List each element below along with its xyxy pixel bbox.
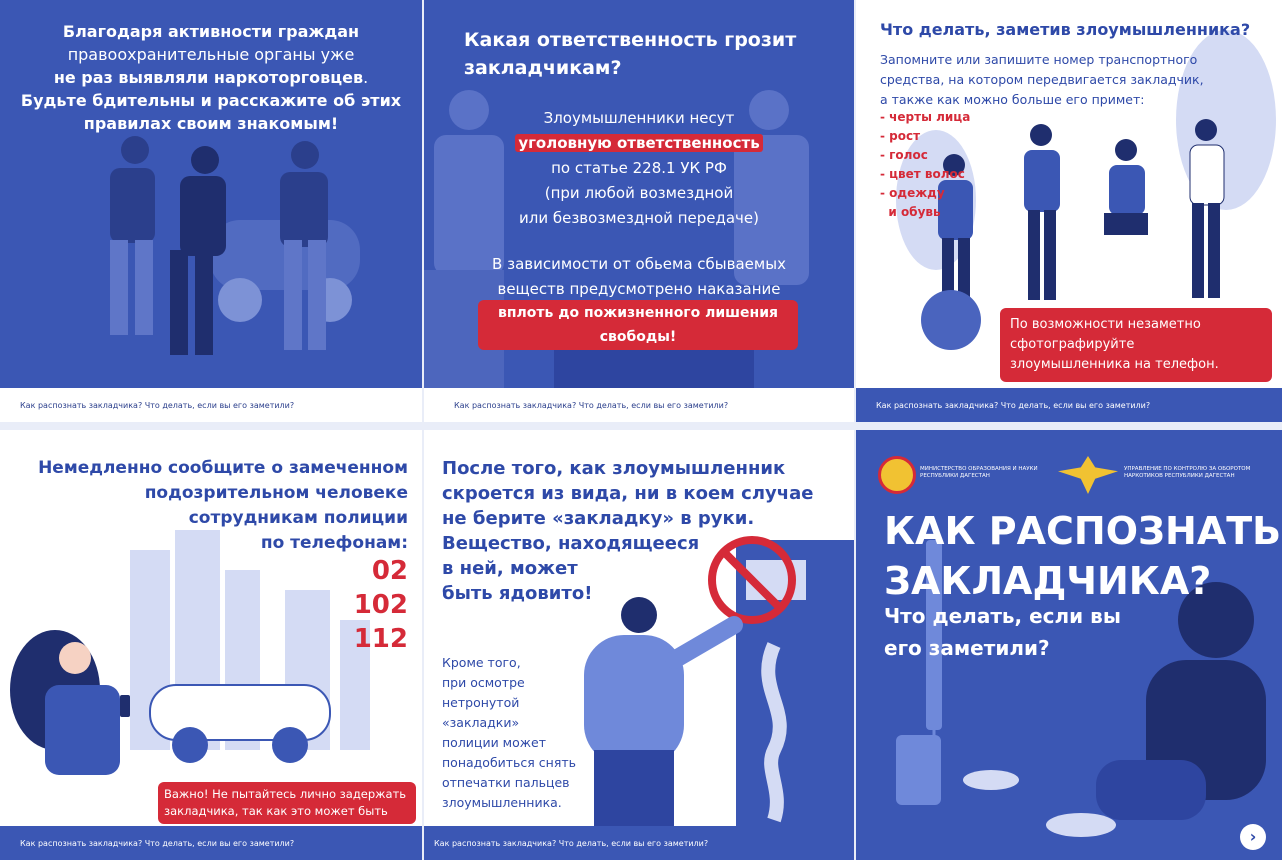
p2-p1-line5: или безвозмездной передаче) <box>519 209 759 227</box>
p2-p1-line4: (при любой возмездной <box>544 184 734 202</box>
p4-box-line1: Важно! Не пытайтесь лично задержать <box>164 787 407 801</box>
p3-intro-line2: средства, на котором передвигается закладчик, <box>880 72 1204 87</box>
slide-1-footer: Как распознать закладчика? Что делать, если вы его заметили? <box>0 388 422 422</box>
logo2-line1: УПРАВЛЕНИЕ ПО КОНТРОЛЮ ЗА ОБОРОТОМ <box>1124 466 1251 472</box>
slide-3 <box>856 0 1282 422</box>
p4-heading-line4: по телефонам: <box>260 533 408 553</box>
p3-photo-tip-box <box>1000 308 1272 382</box>
p4-warning-box <box>158 782 416 824</box>
p3-traits-list <box>880 108 970 222</box>
logo1-line2: РЕСПУБЛИКИ ДАГЕСТАН <box>920 473 990 479</box>
p1-line2: правоохранительные органы уже <box>67 45 355 64</box>
p1-line3a: не раз выявляли наркоторговцев <box>53 68 364 87</box>
p5-body-line: нетронутой <box>442 695 520 710</box>
p2-p1-highlight: уголовную ответственность <box>515 134 762 152</box>
p3-trait: - рост <box>880 129 921 143</box>
p1-line4: Будьте бдительны и расскажите об этих <box>20 91 402 110</box>
p3-trait: - голос <box>880 148 928 162</box>
p3-box-line3: злоумышленника на телефон. <box>1010 357 1219 372</box>
next-slide-button[interactable] <box>1240 824 1266 850</box>
p3-intro-line3: а также как можно больше его примет: <box>880 92 1145 107</box>
logo2-line2: НАРКОТИКОВ РЕСПУБЛИКИ ДАГЕСТАН <box>1124 473 1235 479</box>
logo1-line1: МИНИСТЕРСТВО ОБРАЗОВАНИЯ И НАУКИ <box>920 466 1038 472</box>
p5-body-line: при осмотре <box>442 675 525 690</box>
p5-heading-line2: скроется из вида, ни в коем случае <box>442 483 814 504</box>
p5-heading-line6: быть ядовито! <box>442 583 593 604</box>
slide-6-cover <box>856 430 1282 860</box>
p5-body-line: «закладки» <box>442 715 520 730</box>
p5-body-line: злоумышленника. <box>442 795 562 810</box>
p2-heading-line1: Какая ответственность грозит <box>464 29 797 51</box>
slide-4 <box>0 430 422 860</box>
p2-heading-line2: закладчикам? <box>464 57 622 79</box>
chevron-right-icon: › <box>1249 827 1257 846</box>
p2-p2-line2: веществ предусмотрено наказание <box>497 280 781 298</box>
p4-box-line2: закладчика, так как это может быть <box>164 804 388 818</box>
p2-p1-line3: по статье 228.1 УК РФ <box>551 159 727 177</box>
p3-trait: и обувь <box>880 205 941 219</box>
p4-heading-line2: подозрительном человеке <box>144 483 408 503</box>
p5-body-line: отпечатки пальцев <box>442 775 570 790</box>
p1-line3b: . <box>363 68 369 87</box>
p2-p2-line1: В зависимости от обьема сбываемых <box>492 255 786 273</box>
p1-line5: правилах своим знакомым! <box>83 114 339 133</box>
p3-box-line2: сфотографируйте <box>1010 337 1135 352</box>
p4-phone-102: 102 <box>353 590 408 620</box>
p3-box-line1: По возможности незаметно <box>1010 317 1201 332</box>
slide-3-footer: Как распознать закладчика? Что делать, если вы его заметили? <box>856 388 1282 422</box>
cover-subtitle-line1: Что делать, если вы <box>884 604 1121 628</box>
p5-body-line: понадобиться снять <box>442 755 577 770</box>
p2-penalty-box <box>478 300 798 350</box>
p5-heading-line3: не берите «закладку» в руки. <box>442 508 755 529</box>
cover-title-line2: ЗАКЛАДЧИКА? <box>884 559 1212 603</box>
slide-2 <box>424 0 854 422</box>
ministry-logo <box>878 456 916 494</box>
p4-phone-02: 02 <box>371 556 408 586</box>
p4-heading-line1: Немедленно сообщите о замеченном <box>38 458 408 478</box>
p3-intro-line1: Запомните или запишите номер транспортного <box>880 52 1198 67</box>
p3-trait: - одежду <box>880 186 945 200</box>
p2-box-line2: свободы! <box>599 329 677 345</box>
p2-box-line1: вплоть до пожизненного лишения <box>497 305 779 321</box>
p4-phone-112: 112 <box>353 624 408 654</box>
p5-body-line: полиции может <box>442 735 546 750</box>
p5-heading-line1: После того, как злоумышленник <box>442 458 786 479</box>
p4-heading-line3: сотрудникам полиции <box>188 508 408 528</box>
slide-2-footer: Как распознать закладчика? Что делать, если вы его заметили? <box>424 388 854 422</box>
p3-trait: - черты лица <box>880 110 971 124</box>
slide-5-footer: Как распознать закладчика? Что делать, если вы его заметили? <box>424 826 854 860</box>
slide-4-footer: Как распознать закладчика? Что делать, если вы его заметили? <box>0 826 422 860</box>
slide-5 <box>424 430 854 860</box>
p5-heading-line4: Вещество, находящееся <box>442 533 700 554</box>
p5-heading-line5: в ней, может <box>442 558 578 579</box>
slide-1 <box>0 0 422 422</box>
cover-subtitle-line2: его заметили? <box>884 636 1050 660</box>
p2-p1-line1: Злоумышленники несут <box>543 109 735 127</box>
cover-title-line1: КАК РАСПОЗНАТЬ <box>884 509 1282 553</box>
p1-line1: Благодаря активности граждан <box>62 22 360 41</box>
p3-trait: - цвет волос <box>880 167 965 181</box>
p5-body-line: Кроме того, <box>442 655 521 670</box>
p3-heading: Что делать, заметив злоумышленника? <box>880 20 1251 39</box>
